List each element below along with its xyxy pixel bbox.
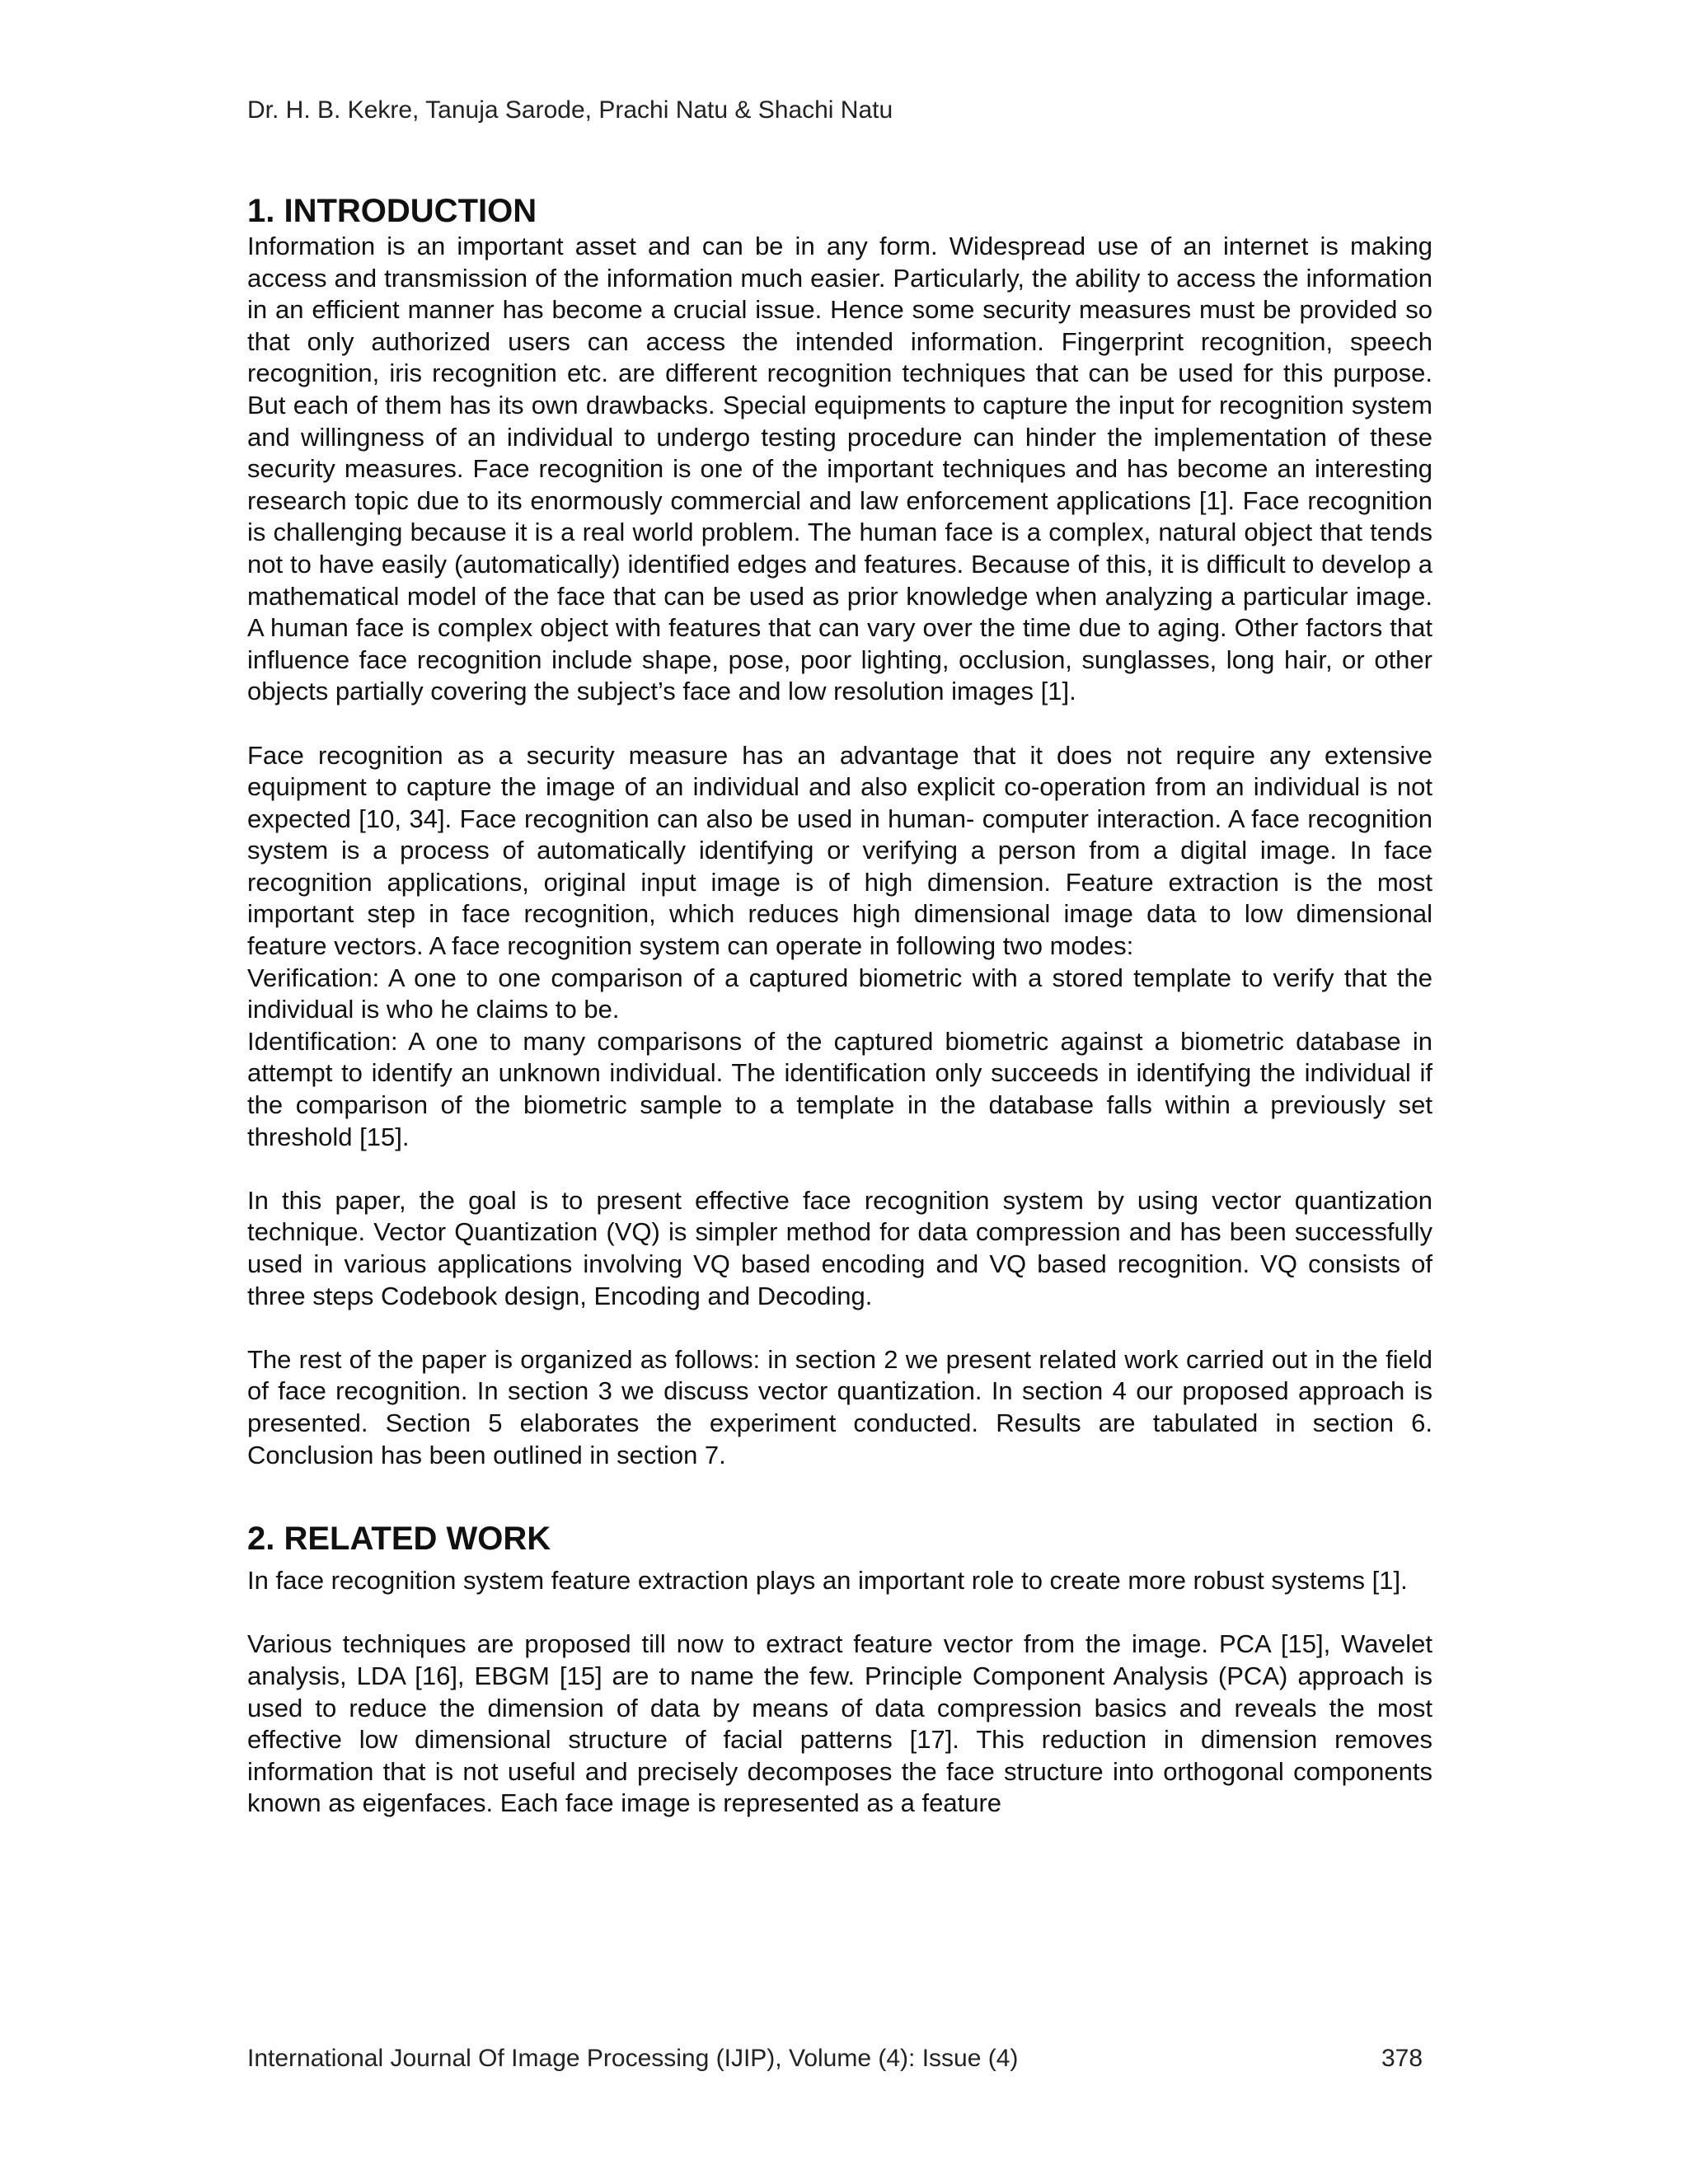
related-work-paragraph-2: Various techniques are proposed till now to extract feature vector from the image. PCA [15], Wavelet analysis, LDA [16], EBGM [15] are to name the few. Principle Component Analysis (PCA) approach is used to reduce the dimension of data by means of data compression basics and reveals the most effective low dimensional structure of facial patterns [17]. This reduction in dimension removes information that is not useful and precisely decomposes the face structure into orthogonal components known as eigenfaces. Each face image is represented as a feature [247,1629,1432,1818]
paper-body [247,191,1432,1820]
footer-page-number: 378 [1381,2045,1423,2072]
intro-paragraph-verification: Verification: A one to one comparison of a captured biometric with a stored template to verify that the individual is who he claims to be. [247,963,1432,1024]
intro-paragraph-2: Face recognition as a security measure has an advantage that it does not require any extensive equipment to capture the image of an individual and also explicit co-operation from an individual is not expected [10, 34]. Face recognition can also be used in human- computer interaction. A face recognition system is a process of automatically identifying or verifying a person from a digital image. In face recognition applications, original input image is of high dimension. Feature extraction is the most important step in face recognition, which reduces high dimensional image data to low dimensional feature vectors. A face recognition system can operate in following two modes: [247,740,1432,961]
section-heading-introduction: 1. INTRODUCTION [247,193,537,229]
running-header-authors: Dr. H. B. Kekre, Tanuja Sarode, Prachi Natu & Shachi Natu [247,96,893,124]
intro-paragraph-organization: The rest of the paper is organized as follows: in section 2 we present related work carried out in the field of face recognition. In section 3 we discuss vector quantization. In section 4 our proposed approach is presented. Section 5 elaborates the experiment conducted. Results are tabulated in section 6. Conclusion has been outlined in section 7. [247,1344,1432,1469]
footer-journal-citation: International Journal Of Image Processing (IJIP), Volume (4): Issue (4) [247,2045,1019,2072]
intro-paragraph-goal: In this paper, the goal is to present effective face recognition system by using vector quantization technique. Vector Quantization (VQ) is simpler method for data compression and has been successfully used in various applications involving VQ based encoding and VQ based recognition. VQ consists of three steps Codebook design, Encoding and Decoding. [247,1185,1432,1310]
related-work-paragraph-1: In face recognition system feature extraction plays an important role to create more robust systems [1]. [247,1566,1408,1596]
section-heading-related-work: 2. RELATED WORK [247,1521,551,1558]
intro-paragraph-identification: Identification: A one to many comparisons of the captured biometric against a biometric database in attempt to identify an unknown individual. The identification only succeeds in identifying the individual if the comparison of the biometric sample to a template in the database falls within a previously set threshold [15]. [247,1026,1432,1151]
intro-paragraph-1: Information is an important asset and can be in any form. Widespread use of an internet is making access and transmission of the information much easier. Particularly, the ability to access the information in an efficient manner has become a crucial issue. Hence some security measures must be provided so that only authorized users can access the intended information. Fingerprint recognition, speech recognition, iris recognition etc. are different recognition techniques that can be used for this purpose. But each of them has its own drawbacks. Special equipments to capture the input for recognition system and willingness of an individual to undergo testing procedure can hinder the implementation of these security measures. Face recognition is one of the important techniques and has become an interesting research topic due to its enormously commercial and law enforcement applications [1]. Face recognition is challenging because it is a real world problem. The human face is a complex, natural object that tends not to have easily (automatically) identified edges and features. Because of this, it is difficult to develop a mathematical model of the face that can be used as prior knowledge when analyzing a particular image. A human face is complex object with features that can vary over the time due to aging. Other factors that influence face recognition include shape, pose, poor lighting, occlusion, sunglasses, long hair, or other objects partially covering the subject’s face and low resolution images [1]. [247,232,1432,706]
